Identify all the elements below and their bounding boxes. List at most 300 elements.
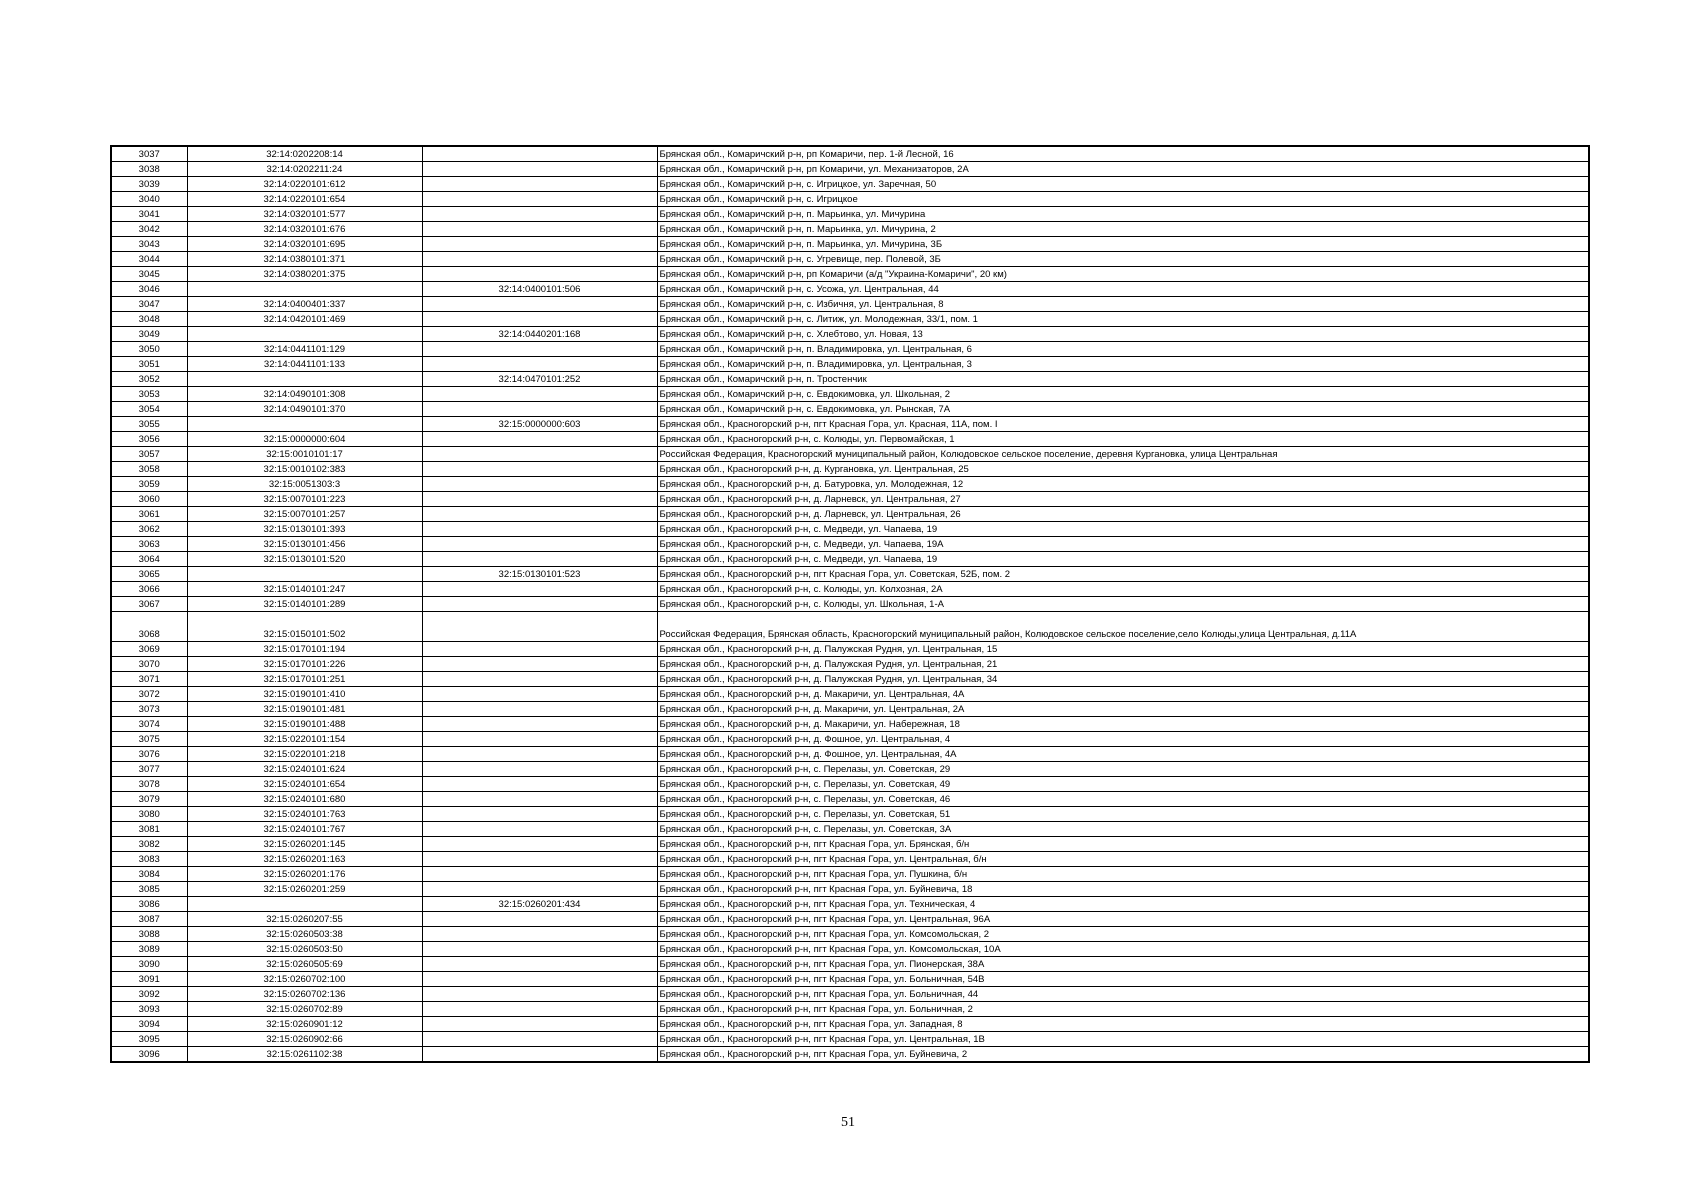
cadastral-number-cell: 32:15:0240101:763	[187, 807, 422, 822]
address-cell: Брянская обл., Красногорский р-н, с. Перелазы, ул. Советская, 29	[657, 762, 1589, 777]
row-number-cell: 3040	[111, 192, 187, 207]
cadastral-number-cell: 32:15:0260505:69	[187, 957, 422, 972]
table-row	[111, 432, 1589, 447]
cadastral-number-cell: 32:15:0220101:218	[187, 747, 422, 762]
cadastral-number-cell: 32:15:0260702:136	[187, 987, 422, 1002]
cadastral-number-cell	[187, 417, 422, 432]
table-row	[111, 822, 1589, 837]
table-row	[111, 702, 1589, 717]
table-row	[111, 267, 1589, 282]
address-cell: Российская Федерация, Красногорский муниципальный район, Колюдовское сельское поселение, деревня Кургановка, улица Центральная	[657, 447, 1589, 462]
cadastral-number-cell: 32:15:0240101:767	[187, 822, 422, 837]
cadastral-number-cell: 32:14:0380201:375	[187, 267, 422, 282]
row-number-cell: 3063	[111, 537, 187, 552]
alt-cadastral-number-cell	[422, 717, 657, 732]
table-row	[111, 882, 1589, 897]
table-row	[111, 252, 1589, 267]
alt-cadastral-number-cell	[422, 747, 657, 762]
table-row	[111, 1017, 1589, 1032]
address-cell: Брянская обл., Красногорский р-н, с. Колюды, ул. Колхозная, 2А	[657, 582, 1589, 597]
table-row	[111, 762, 1589, 777]
alt-cadastral-number-cell	[422, 1017, 657, 1032]
cadastral-number-cell: 32:14:0490101:308	[187, 387, 422, 402]
alt-cadastral-number-cell	[422, 852, 657, 867]
row-number-cell: 3065	[111, 567, 187, 582]
alt-cadastral-number-cell	[422, 207, 657, 222]
table-row	[111, 417, 1589, 432]
row-number-cell: 3093	[111, 1002, 187, 1017]
row-number-cell: 3049	[111, 327, 187, 342]
alt-cadastral-number-cell	[422, 882, 657, 897]
table-row	[111, 537, 1589, 552]
cadastral-number-cell: 32:15:0260201:163	[187, 852, 422, 867]
row-number-cell: 3058	[111, 462, 187, 477]
cadastral-number-cell: 32:15:0051303:3	[187, 477, 422, 492]
row-number-cell: 3085	[111, 882, 187, 897]
address-cell: Брянская обл., Красногорский р-н, с. Колюды, ул. Первомайская, 1	[657, 432, 1589, 447]
address-cell: Брянская обл., Красногорский р-н, д. Палужская Рудня, ул. Центральная, 34	[657, 672, 1589, 687]
row-number-cell: 3079	[111, 792, 187, 807]
cadastral-number-cell: 32:14:0320101:577	[187, 207, 422, 222]
table-row	[111, 477, 1589, 492]
alt-cadastral-number-cell	[422, 642, 657, 657]
alt-cadastral-number-cell	[422, 912, 657, 927]
address-cell: Брянская обл., Комаричский р-н, с. Игрицкое, ул. Заречная, 50	[657, 177, 1589, 192]
alt-cadastral-number-cell: 32:14:0440201:168	[422, 327, 657, 342]
alt-cadastral-number-cell	[422, 732, 657, 747]
row-number-cell: 3077	[111, 762, 187, 777]
table-row	[111, 177, 1589, 192]
table-row	[111, 672, 1589, 687]
row-number-cell: 3054	[111, 402, 187, 417]
cadastral-number-cell: 32:14:0320101:695	[187, 237, 422, 252]
row-number-cell: 3045	[111, 267, 187, 282]
alt-cadastral-number-cell	[422, 582, 657, 597]
address-cell: Брянская обл., Комаричский р-н, п. Владимировка, ул. Центральная, 6	[657, 342, 1589, 357]
cadastral-number-cell: 32:15:0130101:456	[187, 537, 422, 552]
table-row	[111, 582, 1589, 597]
row-number-cell: 3055	[111, 417, 187, 432]
address-cell: Брянская обл., Красногорский р-н, с. Перелазы, ул. Советская, 51	[657, 807, 1589, 822]
cadastral-number-cell: 32:15:0240101:624	[187, 762, 422, 777]
row-number-cell: 3057	[111, 447, 187, 462]
row-number-cell: 3056	[111, 432, 187, 447]
alt-cadastral-number-cell	[422, 927, 657, 942]
address-cell: Брянская обл., Красногорский р-н, с. Медведи, ул. Чапаева, 19	[657, 522, 1589, 537]
address-cell: Брянская обл., Красногорский р-н, д. Макаричи, ул. Набережная, 18	[657, 717, 1589, 732]
address-cell: Брянская обл., Красногорский р-н, пгт Красная Гора, ул. Комсомольская, 2	[657, 927, 1589, 942]
cadastral-number-cell: 32:15:0070101:223	[187, 492, 422, 507]
address-cell: Брянская обл., Комаричский р-н, с. Евдокимовка, ул. Рынская, 7А	[657, 402, 1589, 417]
cadastral-number-cell: 32:15:0070101:257	[187, 507, 422, 522]
row-number-cell: 3044	[111, 252, 187, 267]
table-row	[111, 462, 1589, 477]
address-cell: Брянская обл., Красногорский р-н, пгт Красная Гора, ул. Центральная, б/н	[657, 852, 1589, 867]
cadastral-number-cell: 32:15:0170101:194	[187, 642, 422, 657]
cadastral-number-cell: 32:15:0260207:55	[187, 912, 422, 927]
address-cell: Брянская обл., Красногорский р-н, пгт Красная Гора, ул. Советская, 52Б, пом. 2	[657, 567, 1589, 582]
row-number-cell: 3039	[111, 177, 187, 192]
address-cell: Брянская обл., Красногорский р-н, пгт Красная Гора, ул. Комсомольская, 10А	[657, 942, 1589, 957]
address-cell: Брянская обл., Комаричский р-н, п. Марьинка, ул. Мичурина, 3Б	[657, 237, 1589, 252]
address-cell: Брянская обл., Красногорский р-н, д. Макаричи, ул. Центральная, 4А	[657, 687, 1589, 702]
address-cell: Брянская обл., Комаричский р-н, с. Избичня, ул. Центральная, 8	[657, 297, 1589, 312]
address-cell: Брянская обл., Комаричский р-н, с. Евдокимовка, ул. Школьная, 2	[657, 387, 1589, 402]
alt-cadastral-number-cell	[422, 657, 657, 672]
alt-cadastral-number-cell	[422, 597, 657, 612]
table-row	[111, 642, 1589, 657]
cadastral-number-cell	[187, 567, 422, 582]
row-number-cell: 3090	[111, 957, 187, 972]
table-row	[111, 972, 1589, 987]
table-row	[111, 342, 1589, 357]
address-cell: Брянская обл., Красногорский р-н, пгт Красная Гора, ул. Буйневича, 2	[657, 1047, 1589, 1063]
address-cell: Брянская обл., Красногорский р-н, с. Перелазы, ул. Советская, 3А	[657, 822, 1589, 837]
address-cell: Брянская обл., Красногорский р-н, д. Фошное, ул. Центральная, 4А	[657, 747, 1589, 762]
cadastral-number-cell: 32:15:0130101:520	[187, 552, 422, 567]
address-cell: Брянская обл., Красногорский р-н, д. Батуровка, ул. Молодежная, 12	[657, 477, 1589, 492]
alt-cadastral-number-cell	[422, 177, 657, 192]
cadastral-number-cell: 32:14:0220101:612	[187, 177, 422, 192]
alt-cadastral-number-cell	[422, 822, 657, 837]
row-number-cell: 3082	[111, 837, 187, 852]
table-row	[111, 282, 1589, 297]
table-row	[111, 612, 1589, 642]
table-row	[111, 987, 1589, 1002]
cadastral-number-cell: 32:15:0190101:410	[187, 687, 422, 702]
cadastral-number-cell: 32:15:0261102:38	[187, 1047, 422, 1063]
address-cell: Брянская обл., Красногорский р-н, пгт Красная Гора, ул. Пушкина, б/н	[657, 867, 1589, 882]
address-cell: Брянская обл., Красногорский р-н, пгт Красная Гора, ул. Буйневича, 18	[657, 882, 1589, 897]
table-row	[111, 1032, 1589, 1047]
table-row	[111, 507, 1589, 522]
address-cell: Брянская обл., Красногорский р-н, пгт Красная Гора, ул. Больничная, 54В	[657, 972, 1589, 987]
address-cell: Брянская обл., Красногорский р-н, д. Макаричи, ул. Центральная, 2А	[657, 702, 1589, 717]
row-number-cell: 3052	[111, 372, 187, 387]
address-cell: Брянская обл., Комаричский р-н, с. Угревище, пер. Полевой, 3Б	[657, 252, 1589, 267]
address-cell: Брянская обл., Комаричский р-н, рп Комаричи, ул. Механизаторов, 2А	[657, 162, 1589, 177]
cadastral-number-cell: 32:15:0190101:488	[187, 717, 422, 732]
alt-cadastral-number-cell	[422, 507, 657, 522]
table-row	[111, 492, 1589, 507]
cadastral-number-cell: 32:15:0260702:89	[187, 1002, 422, 1017]
address-cell: Брянская обл., Комаричский р-н, п. Владимировка, ул. Центральная, 3	[657, 357, 1589, 372]
alt-cadastral-number-cell	[422, 252, 657, 267]
address-cell: Брянская обл., Комаричский р-н, п. Тростенчик	[657, 372, 1589, 387]
row-number-cell: 3069	[111, 642, 187, 657]
cadastral-number-cell: 32:14:0441101:129	[187, 342, 422, 357]
address-cell: Брянская обл., Красногорский р-н, д. Фошное, ул. Центральная, 4	[657, 732, 1589, 747]
address-cell: Брянская обл., Красногорский р-н, с. Колюды, ул. Школьная, 1-А	[657, 597, 1589, 612]
table-row	[111, 657, 1589, 672]
table-row	[111, 837, 1589, 852]
address-cell: Брянская обл., Красногорский р-н, пгт Красная Гора, ул. Техническая, 4	[657, 897, 1589, 912]
address-cell: Брянская обл., Красногорский р-н, с. Медведи, ул. Чапаева, 19	[657, 552, 1589, 567]
row-number-cell: 3046	[111, 282, 187, 297]
table-row	[111, 747, 1589, 762]
table-row	[111, 942, 1589, 957]
cadastral-number-cell: 32:15:0130101:393	[187, 522, 422, 537]
row-number-cell: 3072	[111, 687, 187, 702]
alt-cadastral-number-cell	[422, 612, 657, 642]
row-number-cell: 3060	[111, 492, 187, 507]
table-row	[111, 897, 1589, 912]
alt-cadastral-number-cell	[422, 357, 657, 372]
address-cell: Брянская обл., Комаричский р-н, п. Марьинка, ул. Мичурина, 2	[657, 222, 1589, 237]
address-cell: Брянская обл., Красногорский р-н, пгт Красная Гора, ул. Западная, 8	[657, 1017, 1589, 1032]
row-number-cell: 3094	[111, 1017, 187, 1032]
row-number-cell: 3080	[111, 807, 187, 822]
table-row	[111, 162, 1589, 177]
table-row	[111, 192, 1589, 207]
row-number-cell: 3059	[111, 477, 187, 492]
alt-cadastral-number-cell	[422, 192, 657, 207]
row-number-cell: 3051	[111, 357, 187, 372]
row-number-cell: 3048	[111, 312, 187, 327]
address-cell: Брянская обл., Красногорский р-н, пгт Красная Гора, ул. Красная, 11А, пом. I	[657, 417, 1589, 432]
row-number-cell: 3070	[111, 657, 187, 672]
address-cell: Брянская обл., Комаричский р-н, рп Комаричи (а/д "Украина-Комаричи", 20 км)	[657, 267, 1589, 282]
page-number: 51	[841, 1115, 855, 1130]
table-row	[111, 146, 1589, 162]
cadastral-number-cell: 32:15:0170101:226	[187, 657, 422, 672]
alt-cadastral-number-cell: 32:14:0470101:252	[422, 372, 657, 387]
alt-cadastral-number-cell: 32:14:0400101:506	[422, 282, 657, 297]
alt-cadastral-number-cell	[422, 432, 657, 447]
alt-cadastral-number-cell	[422, 792, 657, 807]
alt-cadastral-number-cell	[422, 942, 657, 957]
table-row	[111, 1002, 1589, 1017]
address-cell: Брянская обл., Комаричский р-н, с. Хлебтово, ул. Новая, 13	[657, 327, 1589, 342]
register-table	[110, 145, 1590, 1063]
alt-cadastral-number-cell	[422, 762, 657, 777]
alt-cadastral-number-cell	[422, 387, 657, 402]
address-cell: Брянская обл., Красногорский р-н, пгт Красная Гора, ул. Пионерская, 38А	[657, 957, 1589, 972]
table-row	[111, 312, 1589, 327]
row-number-cell: 3092	[111, 987, 187, 1002]
cadastral-number-cell: 32:15:0260901:12	[187, 1017, 422, 1032]
row-number-cell: 3089	[111, 942, 187, 957]
alt-cadastral-number-cell	[422, 222, 657, 237]
row-number-cell: 3088	[111, 927, 187, 942]
alt-cadastral-number-cell	[422, 837, 657, 852]
row-number-cell: 3087	[111, 912, 187, 927]
row-number-cell: 3095	[111, 1032, 187, 1047]
table-row	[111, 957, 1589, 972]
row-number-cell: 3053	[111, 387, 187, 402]
table-row	[111, 777, 1589, 792]
alt-cadastral-number-cell	[422, 237, 657, 252]
cadastral-number-cell: 32:14:0380101:371	[187, 252, 422, 267]
cadastral-number-cell: 32:14:0400401:337	[187, 297, 422, 312]
cadastral-number-cell: 32:15:0000000:604	[187, 432, 422, 447]
cadastral-number-cell: 32:15:0170101:251	[187, 672, 422, 687]
alt-cadastral-number-cell	[422, 462, 657, 477]
alt-cadastral-number-cell	[422, 297, 657, 312]
address-cell: Брянская обл., Красногорский р-н, пгт Красная Гора, ул. Брянская, б/н	[657, 837, 1589, 852]
row-number-cell: 3062	[111, 522, 187, 537]
cadastral-number-cell: 32:14:0490101:370	[187, 402, 422, 417]
row-number-cell: 3038	[111, 162, 187, 177]
row-number-cell: 3074	[111, 717, 187, 732]
table-row	[111, 327, 1589, 342]
row-number-cell: 3037	[111, 146, 187, 162]
alt-cadastral-number-cell	[422, 987, 657, 1002]
cadastral-number-cell: 32:15:0240101:654	[187, 777, 422, 792]
cadastral-number-cell: 32:14:0202208:14	[187, 146, 422, 162]
table-row	[111, 402, 1589, 417]
alt-cadastral-number-cell	[422, 1047, 657, 1063]
alt-cadastral-number-cell	[422, 972, 657, 987]
table-row	[111, 567, 1589, 582]
alt-cadastral-number-cell	[422, 807, 657, 822]
cadastral-number-cell: 32:15:0010102:383	[187, 462, 422, 477]
address-cell: Брянская обл., Красногорский р-н, пгт Красная Гора, ул. Больничная, 44	[657, 987, 1589, 1002]
row-number-cell: 3071	[111, 672, 187, 687]
alt-cadastral-number-cell: 32:15:0000000:603	[422, 417, 657, 432]
table-row	[111, 597, 1589, 612]
table-row	[111, 387, 1589, 402]
cadastral-number-cell: 32:14:0202211:24	[187, 162, 422, 177]
row-number-cell: 3078	[111, 777, 187, 792]
cadastral-number-cell: 32:15:0260702:100	[187, 972, 422, 987]
cadastral-number-cell: 32:15:0260503:38	[187, 927, 422, 942]
row-number-cell: 3066	[111, 582, 187, 597]
address-cell: Брянская обл., Красногорский р-н, с. Медведи, ул. Чапаева, 19А	[657, 537, 1589, 552]
address-cell: Брянская обл., Красногорский р-н, с. Перелазы, ул. Советская, 46	[657, 792, 1589, 807]
row-number-cell: 3083	[111, 852, 187, 867]
cadastral-number-cell: 32:14:0441101:133	[187, 357, 422, 372]
address-cell: Брянская обл., Красногорский р-н, д. Кургановка, ул. Центральная, 25	[657, 462, 1589, 477]
row-number-cell: 3075	[111, 732, 187, 747]
alt-cadastral-number-cell	[422, 867, 657, 882]
address-cell: Брянская обл., Комаричский р-н, п. Марьинка, ул. Мичурина	[657, 207, 1589, 222]
alt-cadastral-number-cell: 32:15:0130101:523	[422, 567, 657, 582]
cadastral-number-cell: 32:15:0010101:17	[187, 447, 422, 462]
row-number-cell: 3064	[111, 552, 187, 567]
cadastral-number-cell: 32:15:0260201:176	[187, 867, 422, 882]
cadastral-number-cell: 32:15:0260503:50	[187, 942, 422, 957]
cadastral-number-cell: 32:15:0260201:145	[187, 837, 422, 852]
cadastral-number-cell: 32:14:0320101:676	[187, 222, 422, 237]
row-number-cell: 3076	[111, 747, 187, 762]
alt-cadastral-number-cell	[422, 342, 657, 357]
table-row	[111, 927, 1589, 942]
cadastral-number-cell: 32:15:0240101:680	[187, 792, 422, 807]
table-row	[111, 222, 1589, 237]
row-number-cell: 3081	[111, 822, 187, 837]
cadastral-number-cell: 32:15:0260201:259	[187, 882, 422, 897]
cadastral-number-cell: 32:15:0260902:66	[187, 1032, 422, 1047]
alt-cadastral-number-cell	[422, 702, 657, 717]
alt-cadastral-number-cell	[422, 522, 657, 537]
alt-cadastral-number-cell	[422, 447, 657, 462]
table-row	[111, 447, 1589, 462]
cadastral-number-cell: 32:14:0220101:654	[187, 192, 422, 207]
address-cell: Брянская обл., Комаричский р-н, с. Литиж, ул. Молодежная, 33/1, пом. 1	[657, 312, 1589, 327]
row-number-cell: 3068	[111, 612, 187, 642]
table-row	[111, 297, 1589, 312]
address-cell: Брянская обл., Красногорский р-н, д. Ларневск, ул. Центральная, 26	[657, 507, 1589, 522]
row-number-cell: 3050	[111, 342, 187, 357]
table-row	[111, 852, 1589, 867]
table-row	[111, 792, 1589, 807]
table-row	[111, 372, 1589, 387]
cadastral-number-cell: 32:15:0220101:154	[187, 732, 422, 747]
alt-cadastral-number-cell	[422, 957, 657, 972]
alt-cadastral-number-cell	[422, 552, 657, 567]
cadastral-number-cell: 32:15:0150101:502	[187, 612, 422, 642]
alt-cadastral-number-cell	[422, 312, 657, 327]
table-row	[111, 522, 1589, 537]
alt-cadastral-number-cell	[422, 492, 657, 507]
table-row	[111, 687, 1589, 702]
row-number-cell: 3086	[111, 897, 187, 912]
row-number-cell: 3073	[111, 702, 187, 717]
cadastral-number-cell: 32:15:0140101:289	[187, 597, 422, 612]
table-row	[111, 912, 1589, 927]
table-row	[111, 552, 1589, 567]
cadastral-number-cell	[187, 282, 422, 297]
table-row	[111, 732, 1589, 747]
address-cell: Российская Федерация, Брянская область, Красногорский муниципальный район, Колюдовское сельское поселение,село Колюды,улица Центральная, д.11А	[657, 612, 1589, 642]
alt-cadastral-number-cell	[422, 146, 657, 162]
alt-cadastral-number-cell: 32:15:0260201:434	[422, 897, 657, 912]
row-number-cell: 3084	[111, 867, 187, 882]
cadastral-number-cell: 32:15:0140101:247	[187, 582, 422, 597]
table-row	[111, 717, 1589, 732]
cadastral-number-cell: 32:14:0420101:469	[187, 312, 422, 327]
address-cell: Брянская обл., Красногорский р-н, д. Палужская Рудня, ул. Центральная, 15	[657, 642, 1589, 657]
alt-cadastral-number-cell	[422, 477, 657, 492]
address-cell: Брянская обл., Комаричский р-н, с. Усожа, ул. Центральная, 44	[657, 282, 1589, 297]
address-cell: Брянская обл., Красногорский р-н, с. Перелазы, ул. Советская, 49	[657, 777, 1589, 792]
address-cell: Брянская обл., Красногорский р-н, пгт Красная Гора, ул. Центральная, 1В	[657, 1032, 1589, 1047]
table-row	[111, 1047, 1589, 1063]
alt-cadastral-number-cell	[422, 687, 657, 702]
alt-cadastral-number-cell	[422, 1032, 657, 1047]
cadastral-number-cell: 32:15:0190101:481	[187, 702, 422, 717]
row-number-cell: 3091	[111, 972, 187, 987]
alt-cadastral-number-cell	[422, 777, 657, 792]
alt-cadastral-number-cell	[422, 267, 657, 282]
table-row	[111, 867, 1589, 882]
register-table-body	[111, 146, 1589, 1062]
row-number-cell: 3061	[111, 507, 187, 522]
alt-cadastral-number-cell	[422, 537, 657, 552]
row-number-cell: 3047	[111, 297, 187, 312]
address-cell: Брянская обл., Красногорский р-н, д. Ларневск, ул. Центральная, 27	[657, 492, 1589, 507]
table-row	[111, 357, 1589, 372]
alt-cadastral-number-cell	[422, 162, 657, 177]
cadastral-number-cell	[187, 897, 422, 912]
address-cell: Брянская обл., Комаричский р-н, рп Комаричи, пер. 1-й Лесной, 16	[657, 146, 1589, 162]
cadastral-number-cell	[187, 327, 422, 342]
table-row	[111, 237, 1589, 252]
alt-cadastral-number-cell	[422, 402, 657, 417]
address-cell: Брянская обл., Красногорский р-н, пгт Красная Гора, ул. Больничная, 2	[657, 1002, 1589, 1017]
alt-cadastral-number-cell	[422, 672, 657, 687]
row-number-cell: 3096	[111, 1047, 187, 1063]
address-cell: Брянская обл., Красногорский р-н, д. Палужская Рудня, ул. Центральная, 21	[657, 657, 1589, 672]
address-cell: Брянская обл., Красногорский р-н, пгт Красная Гора, ул. Центральная, 96А	[657, 912, 1589, 927]
address-cell: Брянская обл., Комаричский р-н, с. Игрицкое	[657, 192, 1589, 207]
row-number-cell: 3043	[111, 237, 187, 252]
row-number-cell: 3042	[111, 222, 187, 237]
row-number-cell: 3067	[111, 597, 187, 612]
cadastral-number-cell	[187, 372, 422, 387]
table-row	[111, 807, 1589, 822]
